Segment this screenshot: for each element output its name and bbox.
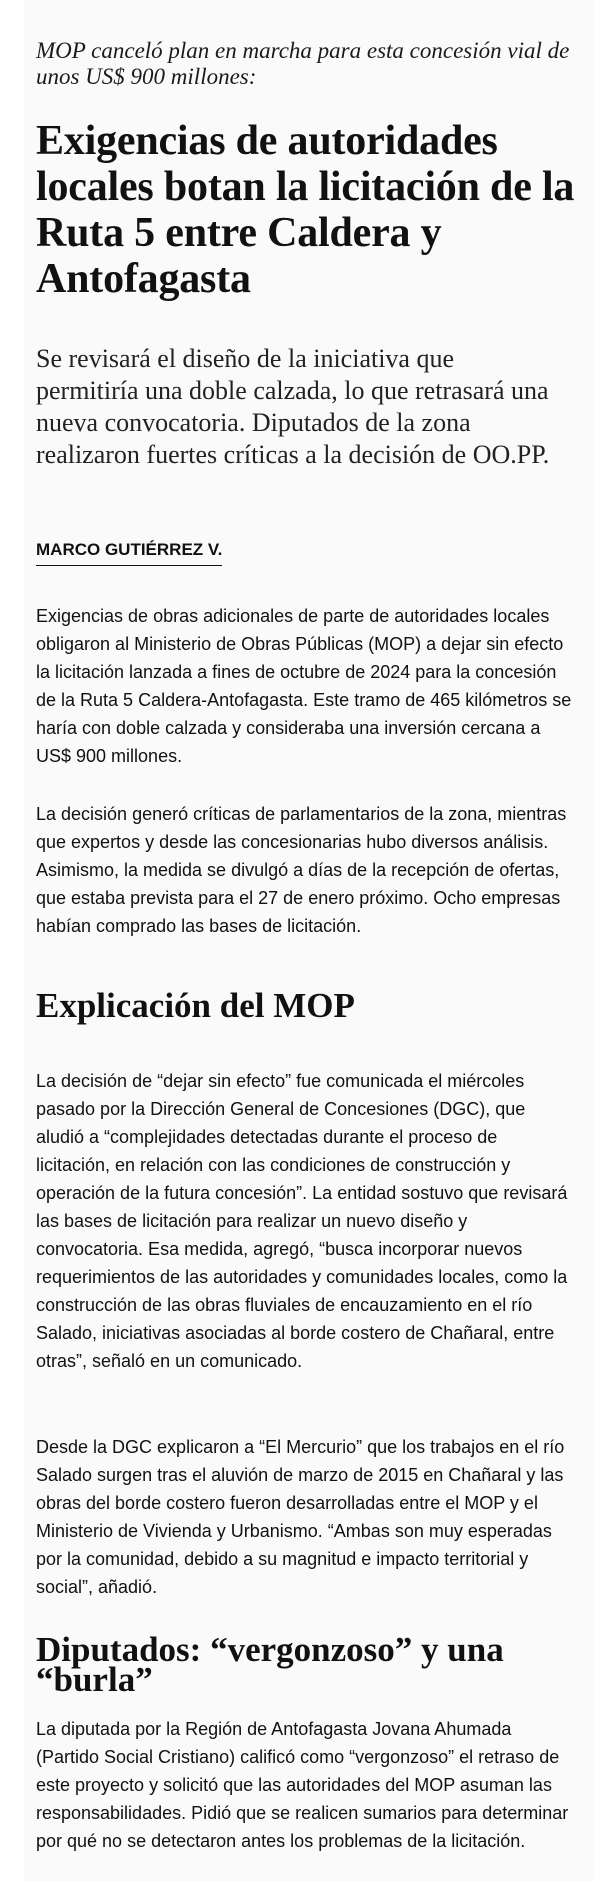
headline: Exigencias de autoridades locales botan la licitación de la Ruta 5 entre Caldera y Antofagasta: [36, 118, 575, 302]
article: [24, 0, 594, 1881]
subhead-diputados: Diputados: “vergonzoso” y una “burla”: [36, 1630, 504, 1699]
byline-author[interactable]: MARCO GUTIÉRREZ V.: [36, 539, 222, 566]
body-paragraph-1: Exigencias de obras adicionales de parte de autoridades locales obligaron al Ministerio de Obras Públicas (MOP) a dejar sin efecto la licitación lanzada a fines de octubre de 2024 para la concesión de la Ruta 5 Caldera-Antofagasta. Este tramo de 465 kilómetros se haría con doble calzada y consideraba una inversión cercana a US$ 900 millones.: [36, 606, 572, 766]
body-paragraph-2: La decisión generó críticas de parlamentarios de la zona, mientras que expertos y desde las concesionarias hubo diversos análisis. Asimismo, la medida se divulgó a días de la recepción de ofertas, que estaba prevista para el 27 de enero próximo. Ocho empresas habían comprado las bases de licitación.: [36, 804, 567, 936]
body-paragraph-3: La decisión de “dejar sin efecto” fue comunicada el miércoles pasado por la Dirección General de Concesiones (DGC), que aludió a “complejidades detectadas durante el proceso de licitación, en relación con las condiciones de construcción y operación de la futura concesión”. La entidad sostuvo que revisará las bases de licitación para realizar un nuevo diseño y convocatoria. Esa medida, agregó, “busca incorporar nuevos requerimientos de las autoridades y comunidades locales, como la construcción de las obras fluviales de encauzamiento en el río Salado, iniciativas asociadas al borde costero de Chañaral, entre otras”, señaló en un comunicado.: [36, 1071, 568, 1371]
body-paragraph-4: Desde la DGC explicaron a “El Mercurio” que los trabajos en el río Salado surgen tras el aluvión de marzo de 2015 en Chañaral y las obras del borde costero fueron desarrolladas entre el MOP y el Ministerio de Vivienda y Urbanismo. “Ambas son muy esperadas por la comunidad, debido a su magnitud e impacto territorial y social”, añadió.: [36, 1437, 565, 1597]
subhead-explicacion: Explicación del MOP: [36, 986, 355, 1025]
kicker: MOP canceló plan en marcha para esta concesión vial de unos US$ 900 millones:: [36, 38, 570, 89]
deck-summary: Se revisará el diseño de la iniciativa que permitiría una doble calzada, lo que retrasará una nueva convocatoria. Diputados de la zona realizaron fuertes críticas a la decisión de OO.PP.: [36, 344, 550, 469]
body-paragraph-5: La diputada por la Región de Antofagasta Jovana Ahumada (Partido Social Cristiano) calificó como “vergonzoso” el retraso de este proyecto y solicitó que las autoridades del MOP asuman las responsabilidades. Pidió que se realicen sumarios para determinar por qué no se detectaron antes los problemas de la licitación.: [36, 1719, 569, 1851]
